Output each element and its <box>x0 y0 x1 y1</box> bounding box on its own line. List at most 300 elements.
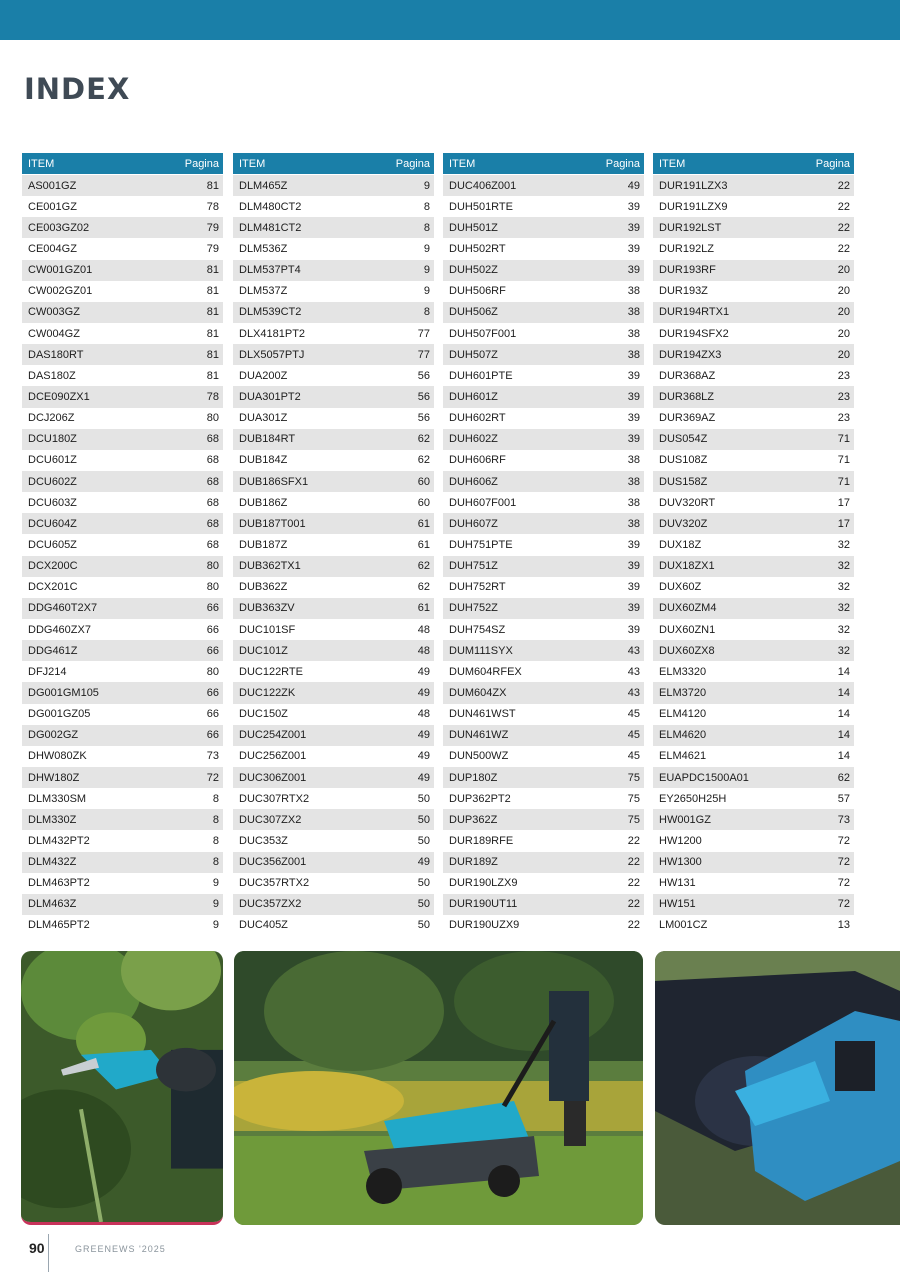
table-row <box>233 725 434 746</box>
table-row <box>653 281 854 302</box>
item-code: DUM604RFEX <box>449 665 522 678</box>
item-code: DUH601Z <box>449 390 498 403</box>
table-row <box>443 471 644 492</box>
table-row <box>653 767 854 788</box>
table-row <box>653 619 854 640</box>
page-ref: 80 <box>206 665 219 678</box>
photo-pruning-shears <box>21 951 223 1225</box>
item-code: DLM536Z <box>239 242 288 255</box>
table-row <box>443 640 644 661</box>
page-ref: 62 <box>417 560 430 573</box>
table-row <box>443 556 644 577</box>
table-row <box>653 598 854 619</box>
table-row <box>443 767 644 788</box>
column-header-item: ITEM <box>659 157 686 170</box>
page-ref: 49 <box>417 856 430 869</box>
item-code: ELM4621 <box>659 750 707 763</box>
page-ref: 8 <box>212 792 219 805</box>
table-row <box>653 746 854 767</box>
page-ref: 49 <box>627 179 640 192</box>
page-ref: 22 <box>627 919 640 932</box>
item-code: DUP180Z <box>449 771 498 784</box>
table-row <box>233 429 434 450</box>
table-row <box>653 915 854 936</box>
table-row <box>653 809 854 830</box>
item-code: DG002GZ <box>28 729 79 742</box>
page-ref: 81 <box>206 327 219 340</box>
page-ref: 32 <box>837 644 850 657</box>
page-ref: 8 <box>423 200 430 213</box>
table-row <box>233 746 434 767</box>
table-row <box>653 386 854 407</box>
item-code: DUX60ZM4 <box>659 602 717 615</box>
page-ref: 50 <box>417 919 430 932</box>
page-ref: 78 <box>206 390 219 403</box>
page-ref: 77 <box>417 348 430 361</box>
page-ref: 39 <box>627 390 640 403</box>
page-ref: 38 <box>627 306 640 319</box>
item-code: DUM111SYX <box>449 644 513 657</box>
table-row <box>443 534 644 555</box>
page-ref: 80 <box>206 581 219 594</box>
table-body <box>653 175 854 936</box>
table-row <box>653 492 854 513</box>
table-row <box>653 682 854 703</box>
item-code: HW1200 <box>659 834 702 847</box>
item-code: DUC122RTE <box>239 665 303 678</box>
photo-tool-in-use <box>655 951 900 1225</box>
item-code: DUH751Z <box>449 560 498 573</box>
page-ref: 32 <box>837 623 850 636</box>
column-header-item: ITEM <box>449 157 476 170</box>
page-ref: 66 <box>206 644 219 657</box>
page-ref: 43 <box>627 686 640 699</box>
item-code: HW151 <box>659 898 696 911</box>
item-code: DUC357RTX2 <box>239 877 310 890</box>
page-ref: 23 <box>837 390 850 403</box>
item-code: DG001GZ05 <box>28 708 91 721</box>
table-row <box>653 704 854 725</box>
item-code: CW003GZ <box>28 306 80 319</box>
table-row <box>443 852 644 873</box>
item-code: DUB362Z <box>239 581 288 594</box>
item-code: DCU601Z <box>28 454 77 467</box>
page-ref: 78 <box>206 200 219 213</box>
page-ref: 81 <box>206 369 219 382</box>
item-code: DUA301PT2 <box>239 390 301 403</box>
item-code: DDG460T2X7 <box>28 602 98 615</box>
item-code: CE001GZ <box>28 200 77 213</box>
table-row <box>653 534 854 555</box>
table-row <box>233 281 434 302</box>
item-code: DUC306Z001 <box>239 771 307 784</box>
page-ref: 68 <box>206 454 219 467</box>
table-row <box>653 852 854 873</box>
item-code: DLM480CT2 <box>239 200 302 213</box>
item-code: CW001GZ01 <box>28 264 93 277</box>
item-code: DLM463PT2 <box>28 877 90 890</box>
item-code: DUH501RTE <box>449 200 513 213</box>
item-code: HW131 <box>659 877 696 890</box>
page-ref: 56 <box>417 390 430 403</box>
page-ref: 71 <box>837 454 850 467</box>
column-header-page: Pagina <box>395 157 430 170</box>
item-code: DUC356Z001 <box>239 856 307 869</box>
table-row <box>653 830 854 851</box>
page-ref: 9 <box>212 898 219 911</box>
item-code: CW002GZ01 <box>28 285 93 298</box>
page-ref: 9 <box>423 242 430 255</box>
item-code: DUS158Z <box>659 475 708 488</box>
table-row <box>443 830 644 851</box>
page-ref: 79 <box>206 221 219 234</box>
page-ref: 13 <box>837 919 850 932</box>
table-row <box>443 408 644 429</box>
item-code: DUR192LST <box>659 221 722 234</box>
item-code: DCJ206Z <box>28 412 75 425</box>
item-code: DUC254Z001 <box>239 729 307 742</box>
page-title: INDEX <box>24 72 131 106</box>
table-row <box>233 915 434 936</box>
page-ref: 9 <box>212 919 219 932</box>
item-code: DUR368LZ <box>659 390 715 403</box>
page-ref: 39 <box>627 264 640 277</box>
page-ref: 72 <box>837 856 850 869</box>
item-code: DUH752RT <box>449 581 506 594</box>
table-row <box>233 217 434 238</box>
item-code: DUN461WST <box>449 708 516 721</box>
page-ref: 22 <box>837 242 850 255</box>
item-code: DLM465PT2 <box>28 919 90 932</box>
item-code: DUH502RT <box>449 242 506 255</box>
item-code: DCU603Z <box>28 496 77 509</box>
item-code: DUR191LZX3 <box>659 179 728 192</box>
item-code: DUR369AZ <box>659 412 716 425</box>
table-row <box>653 471 854 492</box>
table-row <box>22 302 223 323</box>
table-row <box>443 788 644 809</box>
item-code: DCU180Z <box>28 433 77 446</box>
table-row <box>653 175 854 196</box>
item-code: DUR189RFE <box>449 834 514 847</box>
table-row <box>233 704 434 725</box>
table-row <box>653 323 854 344</box>
table-row <box>22 556 223 577</box>
item-code: DUH751PTE <box>449 538 513 551</box>
item-code: DLM465Z <box>239 179 288 192</box>
item-code: DCU604Z <box>28 517 77 530</box>
item-code: DUH507F001 <box>449 327 517 340</box>
table-row <box>22 725 223 746</box>
item-code: DUR194ZX3 <box>659 348 722 361</box>
table-row <box>443 196 644 217</box>
item-code: DLM537Z <box>239 285 288 298</box>
page-ref: 17 <box>837 496 850 509</box>
page-ref: 68 <box>206 538 219 551</box>
page-ref: 14 <box>837 729 850 742</box>
page-ref: 72 <box>837 898 850 911</box>
table-row <box>653 365 854 386</box>
table-row <box>22 619 223 640</box>
page-ref: 39 <box>627 369 640 382</box>
table-row <box>653 429 854 450</box>
table-row <box>233 513 434 534</box>
page-ref: 39 <box>627 560 640 573</box>
table-row <box>22 767 223 788</box>
table-row <box>443 386 644 407</box>
item-code: DUR193Z <box>659 285 708 298</box>
item-code: DLM432Z <box>28 856 77 869</box>
column-header-page: Pagina <box>605 157 640 170</box>
table-row <box>22 471 223 492</box>
page-ref: 39 <box>627 200 640 213</box>
table-row <box>22 915 223 936</box>
table-row <box>443 725 644 746</box>
table-row <box>233 534 434 555</box>
item-code: DUB184RT <box>239 433 296 446</box>
table-row <box>653 408 854 429</box>
page-ref: 8 <box>212 813 219 826</box>
table-row <box>22 661 223 682</box>
column-header-page: Pagina <box>184 157 219 170</box>
table-row <box>653 577 854 598</box>
table-row <box>443 661 644 682</box>
page-ref: 22 <box>837 200 850 213</box>
item-code: DUH607Z <box>449 517 498 530</box>
item-code: DUX60ZN1 <box>659 623 716 636</box>
table-row <box>233 323 434 344</box>
table-header <box>653 153 854 174</box>
page-ref: 22 <box>627 834 640 847</box>
page-ref: 38 <box>627 517 640 530</box>
table-row <box>233 682 434 703</box>
table-row <box>233 767 434 788</box>
item-code: DUH506RF <box>449 285 506 298</box>
table-row <box>653 260 854 281</box>
table-row <box>22 196 223 217</box>
page-ref: 50 <box>417 792 430 805</box>
table-row <box>22 492 223 513</box>
item-code: DUR194RTX1 <box>659 306 730 319</box>
page-number: 90 <box>29 1240 45 1256</box>
item-code: DUC357ZX2 <box>239 898 302 911</box>
page-ref: 48 <box>417 644 430 657</box>
page-ref: 60 <box>417 496 430 509</box>
table-row <box>233 408 434 429</box>
item-code: DUB187T001 <box>239 517 306 530</box>
item-code: DUH606Z <box>449 475 498 488</box>
page-ref: 62 <box>417 433 430 446</box>
item-code: DUH754SZ <box>449 623 506 636</box>
item-code: ELM4620 <box>659 729 707 742</box>
index-table-col-4 <box>653 153 854 936</box>
page-ref: 38 <box>627 348 640 361</box>
table-row <box>22 217 223 238</box>
page-ref: 48 <box>417 708 430 721</box>
table-row <box>22 429 223 450</box>
item-code: LM001CZ <box>659 919 708 932</box>
table-row <box>233 386 434 407</box>
table-row <box>443 915 644 936</box>
table-row <box>233 788 434 809</box>
item-code: CE003GZ02 <box>28 221 90 234</box>
item-code: DLM330Z <box>28 813 77 826</box>
item-code: DAS180Z <box>28 369 76 382</box>
item-code: ELM3320 <box>659 665 707 678</box>
table-header <box>233 153 434 174</box>
item-code: DLM539CT2 <box>239 306 302 319</box>
page-ref: 66 <box>206 686 219 699</box>
item-code: DUN461WZ <box>449 729 509 742</box>
page-ref: 8 <box>423 221 430 234</box>
page-ref: 45 <box>627 750 640 763</box>
page-ref: 9 <box>423 285 430 298</box>
item-code: DCX200C <box>28 560 78 573</box>
item-code: DUH502Z <box>449 264 498 277</box>
page-ref: 8 <box>212 856 219 869</box>
item-code: DUR368AZ <box>659 369 716 382</box>
page-ref: 20 <box>837 264 850 277</box>
table-row <box>22 598 223 619</box>
item-code: DUB184Z <box>239 454 288 467</box>
page-ref: 71 <box>837 475 850 488</box>
item-code: DUR192LZ <box>659 242 715 255</box>
item-code: DUH752Z <box>449 602 498 615</box>
table-row <box>233 260 434 281</box>
page-ref: 22 <box>627 856 640 869</box>
page-ref: 14 <box>837 750 850 763</box>
page-ref: 22 <box>627 877 640 890</box>
item-code: DDG461Z <box>28 644 78 657</box>
table-row <box>22 894 223 915</box>
item-code: DUH601PTE <box>449 369 513 382</box>
item-code: DUM604ZX <box>449 686 507 699</box>
table-row <box>443 344 644 365</box>
table-row <box>22 788 223 809</box>
page-ref: 38 <box>627 475 640 488</box>
table-row <box>22 682 223 703</box>
page-ref: 81 <box>206 179 219 192</box>
item-code: DUH507Z <box>449 348 498 361</box>
table-row <box>22 809 223 830</box>
footer-divider <box>48 1234 49 1272</box>
table-row <box>233 365 434 386</box>
table-row <box>233 661 434 682</box>
item-code: DUC150Z <box>239 708 288 721</box>
item-code: DUC353Z <box>239 834 288 847</box>
item-code: DCE090ZX1 <box>28 390 90 403</box>
page-ref: 75 <box>627 792 640 805</box>
item-code: DUS108Z <box>659 454 708 467</box>
page-ref: 14 <box>837 708 850 721</box>
item-code: DUA200Z <box>239 369 288 382</box>
table-row <box>233 598 434 619</box>
page-ref: 72 <box>837 877 850 890</box>
item-code: DUR194SFX2 <box>659 327 729 340</box>
table-row <box>22 450 223 471</box>
page-ref: 50 <box>417 898 430 911</box>
table-row <box>443 429 644 450</box>
table-row <box>653 302 854 323</box>
table-row <box>233 450 434 471</box>
column-header-page: Pagina <box>815 157 850 170</box>
table-row <box>443 577 644 598</box>
page-ref: 32 <box>837 602 850 615</box>
item-code: DUC256Z001 <box>239 750 307 763</box>
page-ref: 62 <box>417 581 430 594</box>
page-ref: 32 <box>837 581 850 594</box>
page-ref: 79 <box>206 242 219 255</box>
table-row <box>653 788 854 809</box>
page-ref: 8 <box>212 834 219 847</box>
top-banner <box>0 0 900 40</box>
page-ref: 80 <box>206 412 219 425</box>
item-code: DUP362Z <box>449 813 498 826</box>
page-ref: 68 <box>206 433 219 446</box>
table-row <box>233 894 434 915</box>
table-row <box>443 365 644 386</box>
table-row <box>653 873 854 894</box>
page-ref: 61 <box>417 538 430 551</box>
item-code: DG001GM105 <box>28 686 99 699</box>
page-ref: 20 <box>837 285 850 298</box>
item-code: DUR189Z <box>449 856 498 869</box>
table-row <box>22 746 223 767</box>
table-row <box>233 302 434 323</box>
page-ref: 39 <box>627 581 640 594</box>
page-ref: 56 <box>417 369 430 382</box>
table-header <box>22 153 223 174</box>
page-ref: 9 <box>423 264 430 277</box>
item-code: DUC406Z001 <box>449 179 517 192</box>
page-ref: 80 <box>206 560 219 573</box>
page-ref: 62 <box>417 454 430 467</box>
page-ref: 66 <box>206 729 219 742</box>
table-row <box>443 513 644 534</box>
index-table-col-2 <box>233 153 434 936</box>
item-code: DLM463Z <box>28 898 77 911</box>
page-ref: 77 <box>417 327 430 340</box>
page-ref: 8 <box>423 306 430 319</box>
table-row <box>233 344 434 365</box>
item-code: DCU602Z <box>28 475 77 488</box>
page-ref: 73 <box>206 750 219 763</box>
item-code: DUH606RF <box>449 454 506 467</box>
table-row <box>233 873 434 894</box>
page-ref: 75 <box>627 813 640 826</box>
page-ref: 71 <box>837 433 850 446</box>
index-table-col-1 <box>22 153 223 936</box>
table-row <box>22 344 223 365</box>
table-row <box>233 830 434 851</box>
table-row <box>22 513 223 534</box>
page-ref: 20 <box>837 327 850 340</box>
table-row <box>22 640 223 661</box>
table-row <box>653 344 854 365</box>
table-row <box>22 175 223 196</box>
page-ref: 32 <box>837 538 850 551</box>
item-code: DUV320RT <box>659 496 716 509</box>
item-code: ELM3720 <box>659 686 707 699</box>
page-ref: 43 <box>627 665 640 678</box>
page-ref: 45 <box>627 729 640 742</box>
page-ref: 38 <box>627 454 640 467</box>
page-ref: 38 <box>627 496 640 509</box>
table-row <box>443 746 644 767</box>
page-ref: 39 <box>627 221 640 234</box>
page-ref: 66 <box>206 602 219 615</box>
item-code: AS001GZ <box>28 179 77 192</box>
